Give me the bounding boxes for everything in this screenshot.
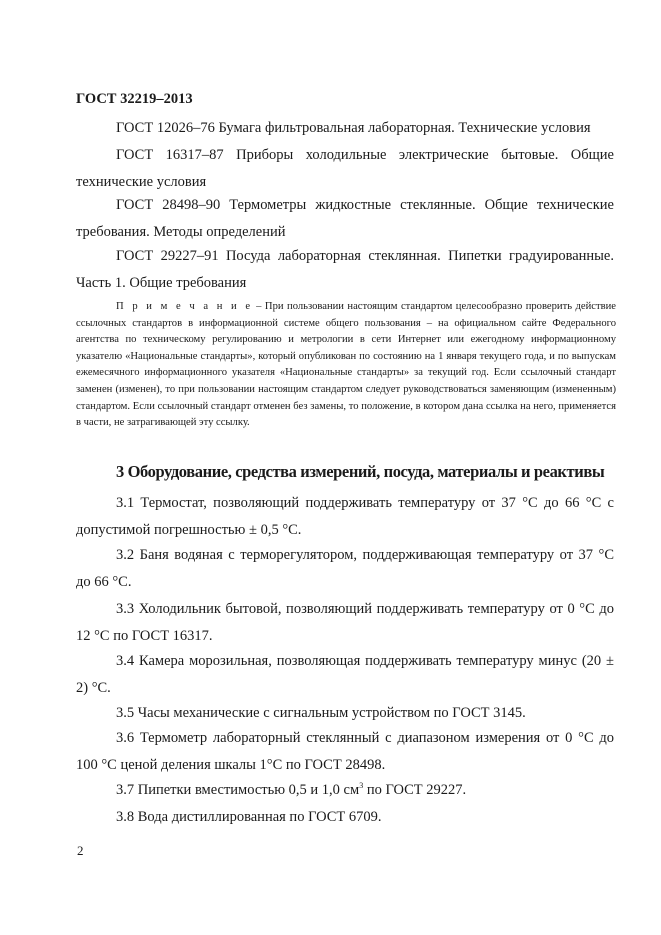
reference-gost-12026: ГОСТ 12026–76 Бумага фильтровальная лабораторная. Технические условия [116, 120, 591, 136]
document-header: ГОСТ 32219–2013 [76, 91, 193, 107]
item-3-7-text-end: по ГОСТ 29227. [363, 782, 467, 798]
item-3-3: 3.3 Холодильник бытовой, позволяющий поддерживать температуру от 0 °С до 12 °С по ГОСТ 16317. [76, 601, 614, 644]
item-3-6: 3.6 Термометр лабораторный стеклянный с диапазоном измерения от 0 °С до 100 °С ценой деления шкалы 1°С по ГОСТ 28498. [76, 730, 614, 773]
note-text: – При пользовании настоящим стандартом целесообразно проверить действие ссылочных стандартов в информационной системе общего пользования – на официальном сайте Федерального агентства по техническому регулированию и метрологии в сети Интернет или ежегодному информационному указателю «Национальные стандарты», который опубликован по состоянию на 1 января текущего года, и по выпускам ежемесячного информационного указателя «Национальные стандарты» за текущий год. Если ссылочный стандарт заменен (изменен), то при пользовании настоящим стандартом следует руководствоваться заменяющим (измененным) стандартом. Если ссылочный стандарт отменен без замены, то положение, в котором дана ссылка на него, применяется в части, не затрагивающей эту ссылку. [76, 301, 616, 429]
item-3-7-text: 3.7 Пипетки вместимостью 0,5 и 1,0 см [116, 782, 360, 798]
note-label: П р и м е ч а н и е [116, 301, 253, 312]
item-3-2: 3.2 Баня водяная с терморегулятором, поддерживающая температуру от 37 °С до 66 °С. [76, 547, 614, 590]
item-3-7 [76, 777, 614, 804]
section-title: 3 Оборудование, средства измерений, посуда, материалы и реактивы [116, 462, 605, 481]
item-3-5: 3.5 Часы механические с сигнальным устройством по ГОСТ 3145. [116, 705, 526, 721]
note-paragraph [76, 299, 616, 432]
item-3-8: 3.8 Вода дистиллированная по ГОСТ 6709. [116, 809, 382, 825]
reference-gost-16317: ГОСТ 16317–87 Приборы холодильные электрические бытовые. Общие технические условия [76, 147, 614, 190]
item-3-7-superscript: 3 [359, 781, 364, 790]
item-3-4: 3.4 Камера морозильная, позволяющая поддерживать температуру минус (20 ± 2) °С. [76, 653, 614, 696]
reference-gost-29227: ГОСТ 29227–91 Посуда лабораторная стеклянная. Пипетки градуированные. Часть 1. Общие требования [76, 248, 614, 291]
page-number: 2 [77, 843, 84, 858]
item-3-1: 3.1 Термостат, позволяющий поддерживать температуру от 37 °С до 66 °С с допустимой погрешностью ± 0,5 °С. [76, 495, 614, 538]
reference-gost-28498: ГОСТ 28498–90 Термометры жидкостные стеклянные. Общие технические требования. Методы определений [76, 197, 614, 240]
